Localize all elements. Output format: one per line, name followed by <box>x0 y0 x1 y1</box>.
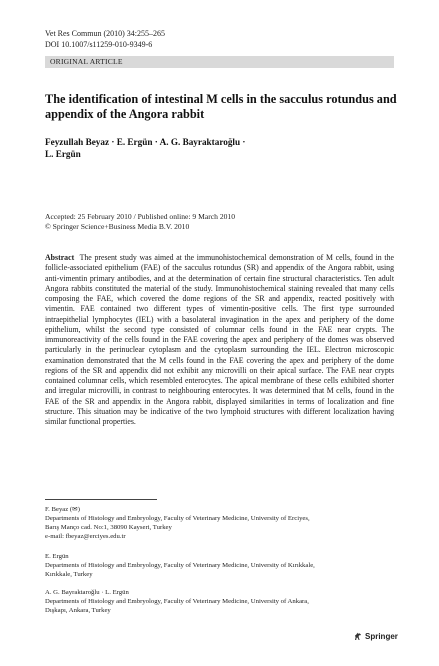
publisher-name: Springer <box>365 632 398 641</box>
article-type-bar <box>45 56 394 68</box>
affiliation-address: Barış Manço cad. No:1, 38090 Kayseri, Turkey <box>45 523 172 531</box>
article-dates <box>45 212 394 232</box>
author-list <box>45 136 345 161</box>
authors-line-2: L. Ergün <box>45 149 81 160</box>
doi: DOI 10.1007/s11259-010-9349-6 <box>45 40 153 49</box>
authors-line-1: Feyzullah Beyaz · E. Ergün · A. G. Bayraktaroğlu · <box>45 137 246 147</box>
publisher-logo <box>354 632 398 641</box>
affiliation-department: Departments of Histology and Embryology, Faculty of Veterinary Medicine, University of Erciyes, <box>45 514 310 522</box>
affiliation-address: Kırıkkale, Turkey <box>45 570 93 578</box>
affiliation-3 <box>45 589 405 616</box>
footnote-divider <box>45 499 157 500</box>
affiliation-name: E. Ergün <box>45 553 69 560</box>
affiliation-email[interactable]: e-mail: fbeyaz@erciyes.edu.tr <box>45 532 126 540</box>
article-type: ORIGINAL ARTICLE <box>50 57 123 66</box>
affiliation-2 <box>45 553 405 580</box>
affiliation-1 <box>45 506 405 542</box>
copyright-notice: © Springer Science+Business Media B.V. 2010 <box>45 222 190 232</box>
journal-header <box>45 28 165 50</box>
abstract-text: The present study was aimed at the immunohistochemical demonstration of M cells, found in the follicle-associated epithelium (FAE) of the sacculus rotundus (SR) and appendix of the Angora rabbit, using anti-vimentin primary antibodies, and at the determination of certain fine structural characteristics. Ten adult Angora rabbits constituted the material of the study. Immunohistochemical staining revealed that many cells composing the FAE, which covered the dome regions of the SR and appendix, reacted positively with vimentin. FAE contained two different types of vimentin-positive cells. The first type surrounded intraepithelial lymphocytes (IEL) with a basolateral invagination in the apex and periphery of the dome epithelium, whilst the second type consisted of columnar cells found in the FAE near crypts. The immunoreactivity of the cells found in the FAE covering the apex and periphery of the domes was observed particularly in the perinuclear cytoplasm and the cytoplasm surrounding the IEL. Electron microscopic examination demonstrated that the M cells found in the FAE covering the apex and periphery of the dome regions of the SR and appendix did not exhibit any microvilli on their apical surface. The FAE near crypts contained columnar cells, which resembled enterocytes. The apical membrane of these cells exhibited shorter and irregular microvilli, in contrast to neighbouring enterocytes. It was determined that M cells, found in the FAE of the SR and appendix in the Angora rabbit, displayed similarities in terms of localization and fine structure. This situation may be indicative of the two lymphoid structures with different localization having similar functional properties. <box>45 253 394 426</box>
journal-citation: Vet Res Commun (2010) 34:255–265 <box>45 29 165 38</box>
abstract <box>45 253 394 427</box>
springer-horse-icon <box>354 632 362 641</box>
affiliation-name: A. G. Bayraktaroğlu · L. Ergün <box>45 589 129 596</box>
affiliation-address: Dışkapı, Ankara, Turkey <box>45 606 111 614</box>
affiliation-department: Departments of Histology and Embryology, Faculty of Veterinary Medicine, University of Kırıkkale, <box>45 561 315 569</box>
accepted-published-dates: Accepted: 25 February 2010 / Published online: 9 March 2010 <box>45 212 236 221</box>
affiliation-department: Departments of Histology and Embryology, Faculty of Veterinary Medicine, University of Ankara, <box>45 597 309 605</box>
affiliation-name: F. Beyaz (✉) <box>45 506 80 513</box>
abstract-label: Abstract <box>45 253 75 262</box>
article-title: The identification of intestinal M cells in the sacculus rotundus and appendix of the Angora rabbit <box>45 92 397 121</box>
